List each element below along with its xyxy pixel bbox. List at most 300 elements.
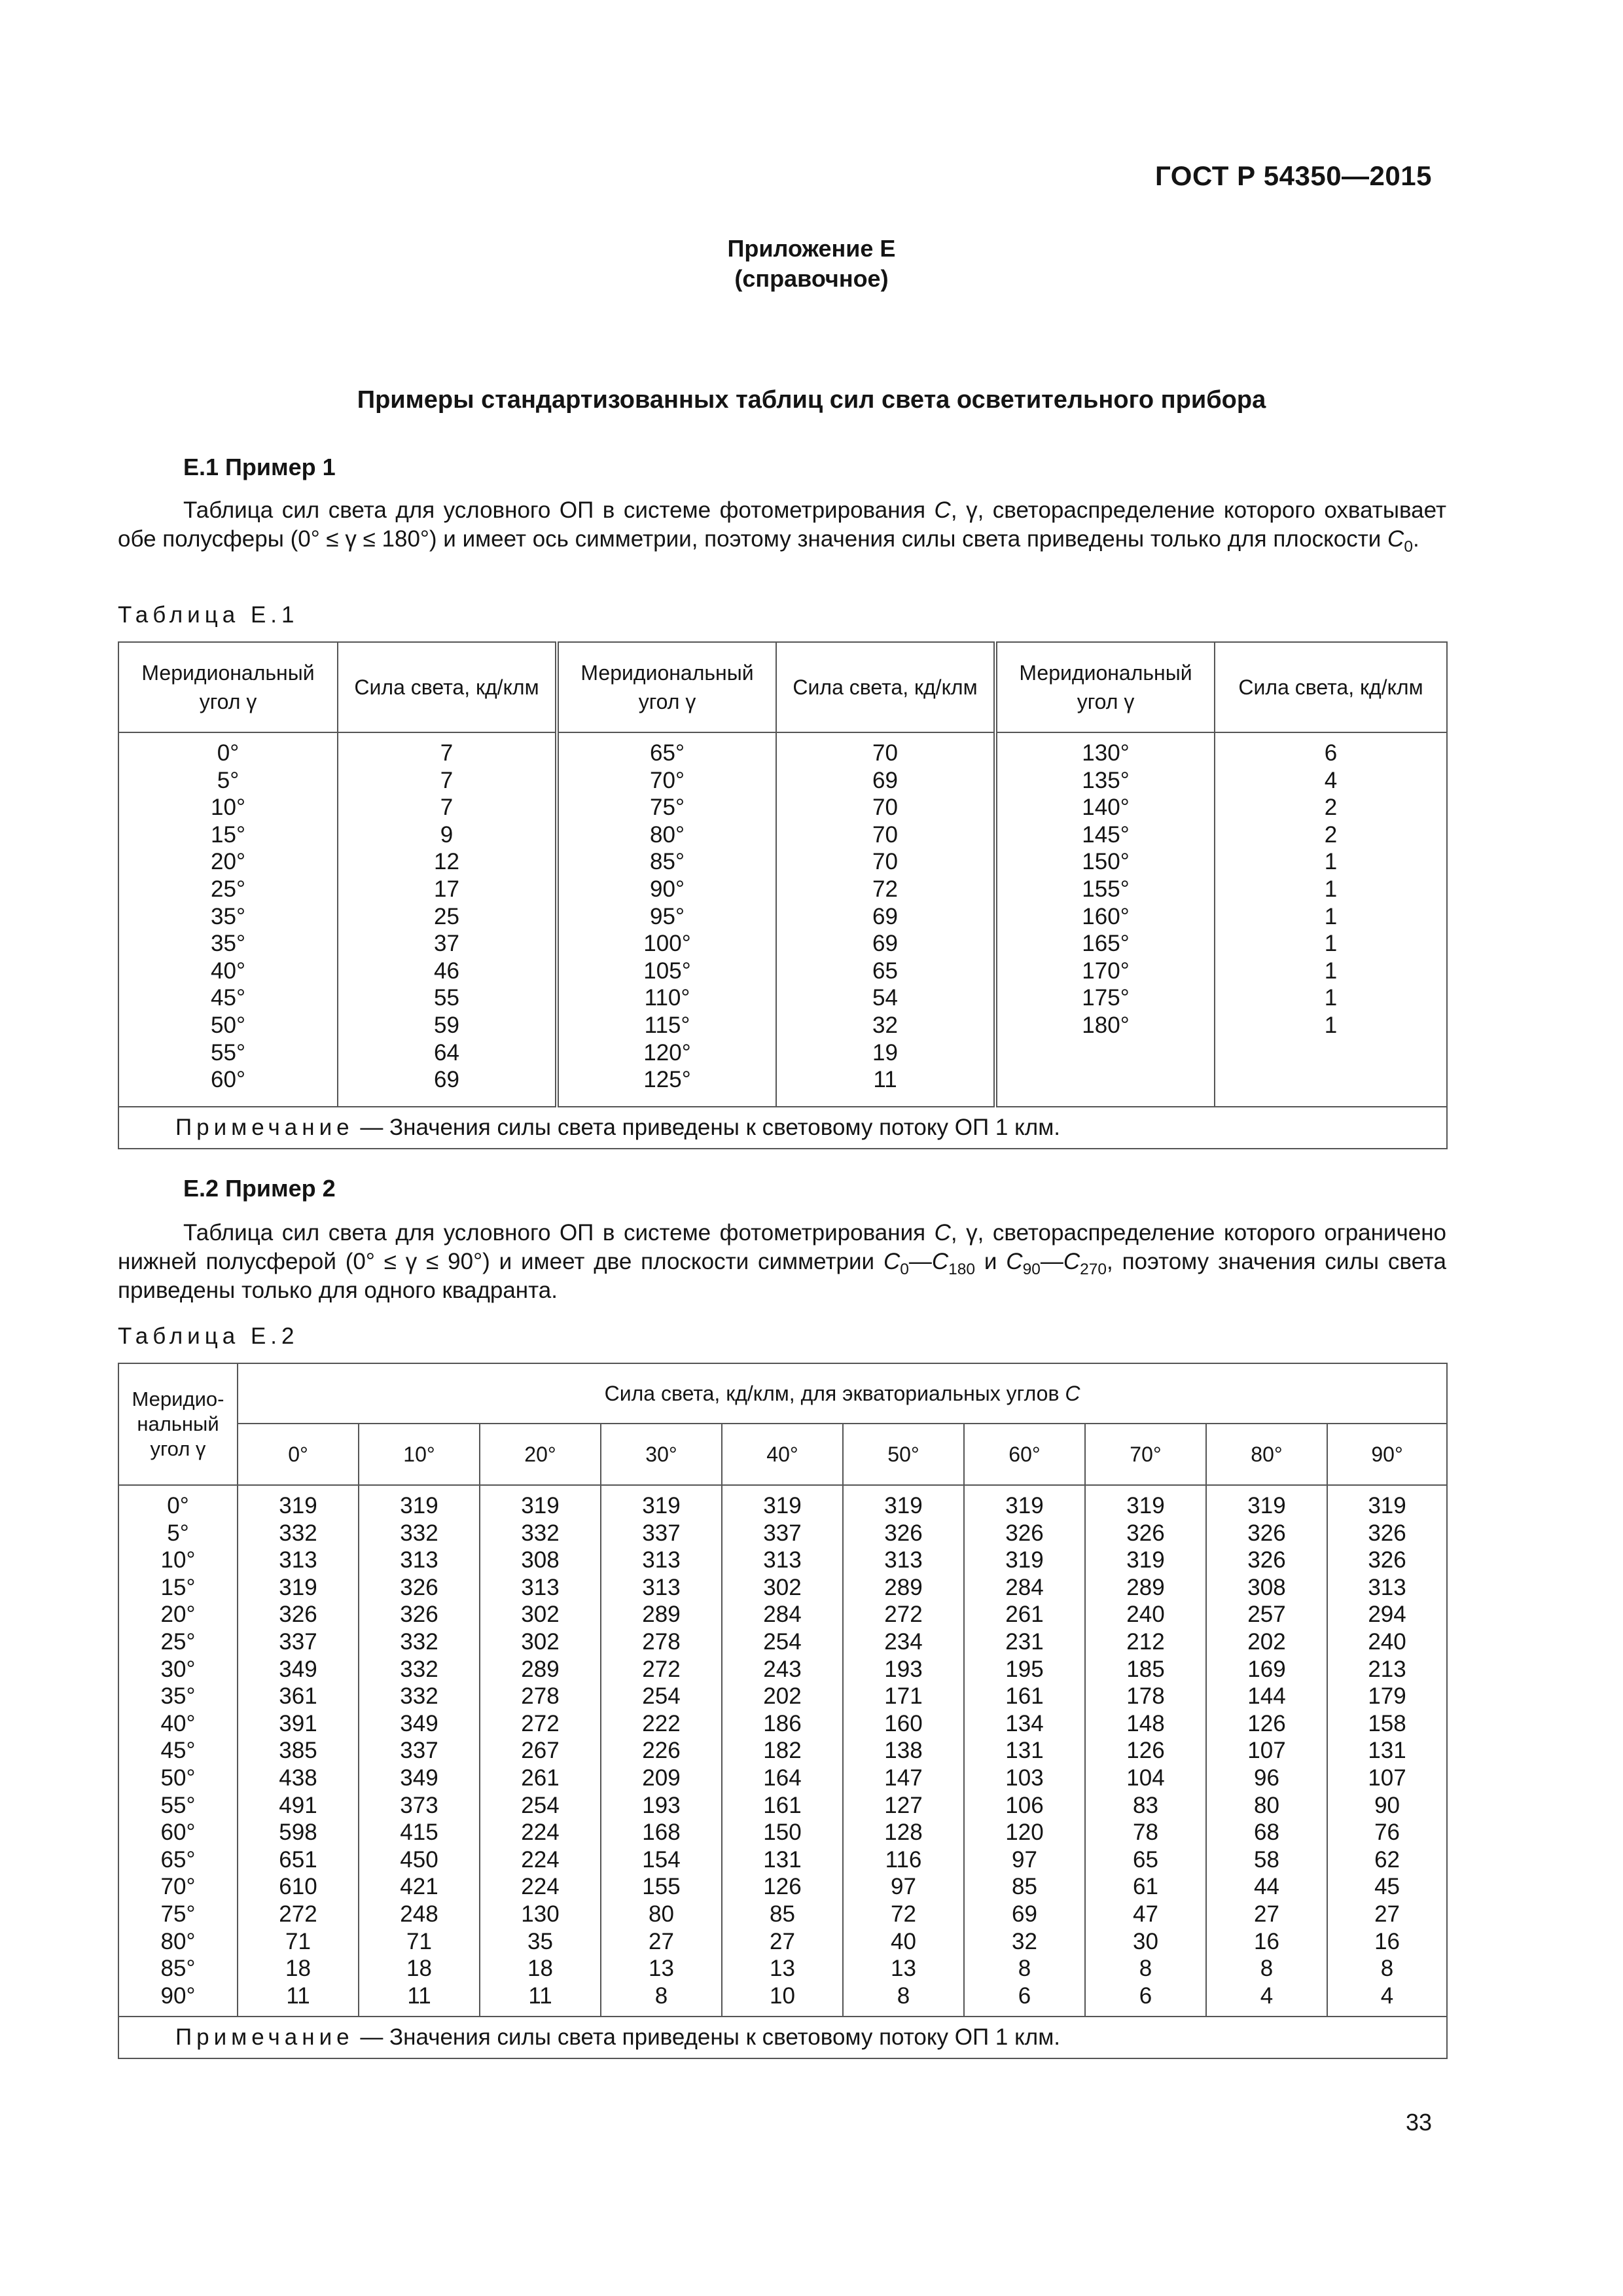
table-2-cell: 65° <box>160 1846 196 1873</box>
table-1-cell: 4 <box>1324 767 1338 793</box>
table-1-header: Сила света, кд/клм <box>776 642 995 732</box>
table-1-cell: 7 <box>440 740 454 766</box>
table-2-cell: 10 <box>770 1982 795 2009</box>
table-2-cell: 193 <box>884 1656 923 1682</box>
table-2-cell: 224 <box>521 1820 560 1846</box>
table-1-cell: 120° <box>643 1039 691 1066</box>
table-2-cell: 8 <box>897 1982 910 2009</box>
table-2-cell: 27 <box>770 1928 795 1954</box>
table-1-cell: 70 <box>872 740 898 766</box>
table-1-column <box>338 732 557 1107</box>
annex-main-title: Примеры стандартизованных таблиц сил света осветительного прибора <box>357 386 1266 414</box>
table-1-cell: 25 <box>434 903 459 929</box>
table-2-cell: 4 <box>1380 1982 1394 2009</box>
table-2-angle-header: 80° <box>1206 1424 1327 1485</box>
table-2-cell: 349 <box>279 1656 317 1682</box>
table-2-cell: 148 <box>1126 1710 1165 1736</box>
table-1-cell: 125° <box>643 1067 691 1093</box>
table-2-cell: 195 <box>1005 1656 1044 1682</box>
table-2-cell: 243 <box>763 1656 802 1682</box>
table-2-cell: 248 <box>400 1901 438 1927</box>
table-2-cell: 326 <box>884 1520 923 1546</box>
table-2-cell: 40 <box>891 1928 916 1954</box>
section-2-paragraph: Таблица сил света для условного ОП в системе фотометрирования C, γ, светораспределение которого ограничено нижней полусферой (0° ≤ γ ≤ 90°) и имеет две плоскости симметрии $C_0—C_{180}$ и $C_{90}—C_{270}$, поэтому значения силы света приведены только для одного квадранта. <box>118 1220 1447 1303</box>
table-2-cell: 45° <box>160 1738 196 1764</box>
table-2-cell: 80 <box>1254 1792 1279 1818</box>
table-2-column <box>480 1485 601 2017</box>
table-1-cell: 40° <box>211 958 245 984</box>
table-2-cell: 373 <box>400 1792 438 1818</box>
table-2-cell: 15° <box>160 1574 196 1600</box>
table-2-column <box>238 1485 359 2017</box>
table-2-cell: 155 <box>642 1874 681 1900</box>
table-1-cell: 95° <box>650 903 685 929</box>
table-2-cell: 610 <box>279 1874 317 1900</box>
table-2-cell: 96 <box>1254 1765 1279 1791</box>
table-2-cell: 16 <box>1374 1928 1400 1954</box>
table-1-cell: 135° <box>1082 767 1130 793</box>
table-1-cell: 69 <box>872 767 898 793</box>
section-1-heading: Е.1 Пример 1 <box>183 454 336 480</box>
table-2-cell: 491 <box>279 1792 317 1818</box>
table-1-cell: 6 <box>1324 740 1338 766</box>
table-2-column <box>1327 1485 1447 2017</box>
table-1-header: Сила света, кд/клм <box>338 642 557 732</box>
table-2-cell: 35 <box>527 1928 553 1954</box>
table-1-cell: 180° <box>1082 1012 1130 1038</box>
table-2-cell: 332 <box>400 1520 438 1546</box>
table-2-cell: 103 <box>1005 1765 1044 1791</box>
table-2-cell: 313 <box>642 1547 681 1573</box>
table-2-cell: 16 <box>1254 1928 1279 1954</box>
table-2-cell: 222 <box>642 1710 681 1736</box>
standard-designation: ГОСТ Р 54350—2015 <box>1155 160 1432 191</box>
table-2-cell: 13 <box>770 1956 795 1982</box>
table-2-caption: Таблица Е.2 <box>118 1323 299 1349</box>
table-2-angle-header: 20° <box>480 1424 601 1485</box>
table-1-cell: 70° <box>650 767 685 793</box>
table-1-cell: 11 <box>873 1067 897 1093</box>
table-2-cell: 278 <box>521 1683 560 1710</box>
table-2-column <box>601 1485 722 2017</box>
table-2-cell: 349 <box>400 1710 438 1736</box>
table-2-cell: 319 <box>763 1493 802 1518</box>
table-2-cell: 85 <box>770 1901 795 1927</box>
table-1-cell: 155° <box>1082 876 1130 902</box>
table-2-cell: 284 <box>763 1602 802 1628</box>
table-2-cell: 126 <box>763 1874 802 1900</box>
table-1-body-row <box>118 732 1447 1107</box>
table-2-cell: 85° <box>160 1956 196 1982</box>
table-1-cell: 70 <box>872 849 898 875</box>
table-1-header: Меридиональный угол γ <box>118 642 338 732</box>
table-1-cell: 160° <box>1082 903 1130 929</box>
table-1-cell: 130° <box>1082 740 1130 766</box>
table-1-header: Сила света, кд/клм <box>1215 642 1447 732</box>
table-2-cell: 213 <box>1368 1656 1406 1682</box>
table-1-cell: 10° <box>211 795 245 821</box>
table-1-cell: 5° <box>217 767 240 793</box>
table-1-cell: 1 <box>1324 985 1338 1011</box>
table-2-cell: 32 <box>1012 1928 1037 1954</box>
table-1-cell: 19 <box>872 1039 898 1066</box>
table-1-cell: 69 <box>434 1067 459 1093</box>
table-2-cell: 120 <box>1005 1820 1044 1846</box>
table-1-cell: 165° <box>1082 931 1130 957</box>
table-2-cell: 80 <box>649 1901 674 1927</box>
table-2-column <box>843 1485 964 2017</box>
table-2-cell: 319 <box>1126 1493 1165 1518</box>
table-1-cell: 1 <box>1324 931 1338 957</box>
table-2-cell: 30 <box>1133 1928 1158 1954</box>
table-2-cell: 30° <box>160 1656 196 1682</box>
table-1-cell: 54 <box>872 985 898 1011</box>
table-1-cell: 65° <box>650 740 685 766</box>
table-2-cell: 169 <box>1247 1656 1286 1682</box>
table-2-cell: 261 <box>521 1765 560 1791</box>
table-2-cell: 107 <box>1247 1738 1286 1764</box>
table-2-cell: 385 <box>279 1738 317 1764</box>
table-2-column <box>1085 1485 1206 2017</box>
table-2-cell: 308 <box>1247 1574 1286 1600</box>
table-2-cell: 25° <box>160 1628 196 1655</box>
table-2-column <box>1206 1485 1327 2017</box>
table-2-cell: 130 <box>521 1901 560 1927</box>
table-1-column <box>118 732 338 1107</box>
table-2-cell: 128 <box>884 1820 923 1846</box>
table-2-cell: 289 <box>521 1656 560 1682</box>
table-2-cell: 224 <box>521 1874 560 1900</box>
table-2-cell: 450 <box>400 1846 438 1873</box>
table-2-cell: 8 <box>1018 1956 1031 1982</box>
table-2-cell: 313 <box>884 1547 923 1573</box>
table-2-cell: 326 <box>1005 1520 1044 1546</box>
table-2-cell: 131 <box>1368 1738 1406 1764</box>
table-2-cell: 313 <box>521 1574 560 1600</box>
table-2-cell: 326 <box>279 1602 317 1628</box>
table-2-angle-header: 30° <box>601 1424 722 1485</box>
table-2-cell: 20° <box>160 1602 196 1628</box>
table-2-cell: 18 <box>285 1956 311 1982</box>
table-2-cell: 27 <box>649 1928 674 1954</box>
table-1-cell: 25° <box>211 876 245 902</box>
table-2-cell: 171 <box>884 1683 923 1710</box>
table-2-cell: 332 <box>400 1628 438 1655</box>
table-2-cell: 337 <box>279 1628 317 1655</box>
table-1-cell: 59 <box>434 1012 459 1038</box>
table-2-cell: 337 <box>642 1520 681 1546</box>
annex-heading <box>0 234 1623 294</box>
table-1-cell: 150° <box>1082 849 1130 875</box>
table-2-angle-header: 50° <box>843 1424 964 1485</box>
table-2-cell: 278 <box>642 1628 681 1655</box>
table-2-cell: 186 <box>763 1710 802 1736</box>
table-2-cell: 313 <box>763 1547 802 1573</box>
table-2-cell: 284 <box>1005 1574 1044 1600</box>
table-1-header: Меридиональный угол γ <box>557 642 776 732</box>
table-1-cell: 100° <box>643 931 691 957</box>
table-2-cell: 126 <box>1126 1738 1165 1764</box>
table-1-cell: 12 <box>434 849 459 875</box>
table-1-cell: 17 <box>434 876 459 902</box>
table-2-cell: 80° <box>160 1928 196 1954</box>
table-1-cell: 2 <box>1324 821 1338 848</box>
table-1-cell: 46 <box>434 958 459 984</box>
table-2-cell: 302 <box>521 1602 560 1628</box>
table-2-cell: 226 <box>642 1738 681 1764</box>
table-2-cell: 131 <box>1005 1738 1044 1764</box>
table-1-cell: 15° <box>211 821 245 848</box>
table-2-cell: 257 <box>1247 1602 1286 1628</box>
table-2-cell: 90° <box>160 1982 196 2009</box>
table-1-cell: 35° <box>211 903 245 929</box>
table-2-cell: 651 <box>279 1846 317 1873</box>
table-1-column <box>557 732 776 1107</box>
table-1 <box>118 641 1448 1149</box>
table-2-cell: 126 <box>1247 1710 1286 1736</box>
table-1-cell: 85° <box>650 849 685 875</box>
table-2-cell: 272 <box>521 1710 560 1736</box>
table-2-cell: 8 <box>1260 1956 1274 1982</box>
table-2-cell: 107 <box>1368 1765 1406 1791</box>
table-2-cell: 326 <box>1368 1547 1406 1573</box>
table-2-cell: 61 <box>1133 1874 1158 1900</box>
table-2-cell: 319 <box>1247 1493 1286 1518</box>
table-2-cell: 8 <box>654 1982 668 2009</box>
table-2-cell: 313 <box>642 1574 681 1600</box>
table-2-cell: 11 <box>286 1982 310 2009</box>
section-2-heading: Е.2 Пример 2 <box>183 1175 336 1202</box>
table-2-cell: 85 <box>1012 1874 1037 1900</box>
table-2-cell: 361 <box>279 1683 317 1710</box>
table-2-cell: 272 <box>884 1602 923 1628</box>
table-1-column <box>995 732 1215 1107</box>
table-2-note: Примечание — Значения силы света приведены к световому потоку ОП 1 клм. <box>118 2017 1447 2058</box>
table-2-cell: 178 <box>1126 1683 1165 1710</box>
table-2-cell: 415 <box>400 1820 438 1846</box>
table-2-cell: 289 <box>642 1602 681 1628</box>
table-1-cell: 20° <box>211 849 245 875</box>
table-2-column <box>964 1485 1085 2017</box>
table-2-cell: 68 <box>1254 1820 1279 1846</box>
table-2-cell: 8 <box>1380 1956 1394 1982</box>
table-2-cell: 231 <box>1005 1628 1044 1655</box>
table-1-cell: 55° <box>211 1039 245 1066</box>
table-2-body-row <box>118 1485 1447 2017</box>
table-2-cell: 69 <box>1012 1901 1037 1927</box>
table-2-cell: 131 <box>763 1846 802 1873</box>
table-2-cell: 97 <box>1012 1846 1037 1873</box>
table-2-cell: 78 <box>1133 1820 1158 1846</box>
table-2-cell: 337 <box>400 1738 438 1764</box>
table-2-cell: 40° <box>160 1710 196 1736</box>
table-1-cell: 1 <box>1324 876 1338 902</box>
table-2-cell: 10° <box>160 1547 196 1573</box>
table-1-cell: 7 <box>440 795 454 821</box>
table-2-cell: 319 <box>400 1493 438 1518</box>
table-1-cell: 90° <box>650 876 685 902</box>
table-2-cell: 202 <box>1247 1628 1286 1655</box>
table-2-cell: 76 <box>1374 1820 1400 1846</box>
table-2-cell: 60° <box>160 1820 196 1846</box>
table-2-cell: 308 <box>521 1547 560 1573</box>
table-2-cell: 294 <box>1368 1602 1406 1628</box>
annex-status: (справочное) <box>734 265 889 292</box>
table-2-cell: 6 <box>1018 1982 1031 2009</box>
table-2-cell: 13 <box>891 1956 916 1982</box>
table-2-cell: 6 <box>1139 1982 1152 2009</box>
page-number: 33 <box>1405 2109 1432 2136</box>
table-2-cell: 326 <box>1247 1520 1286 1546</box>
table-2-row-header: Меридио-нальный угол γ <box>118 1363 238 1485</box>
table-2-cell: 272 <box>642 1656 681 1682</box>
table-2-angle-header: 60° <box>964 1424 1085 1485</box>
table-2-cell: 254 <box>642 1683 681 1710</box>
table-2-cell: 224 <box>521 1846 560 1873</box>
table-2-cell: 212 <box>1126 1628 1165 1655</box>
table-2-cell: 0° <box>167 1493 189 1518</box>
table-2-cell: 47 <box>1133 1901 1158 1927</box>
table-2-cell: 127 <box>884 1792 923 1818</box>
table-2-cell: 18 <box>406 1956 432 1982</box>
table-2-cell: 106 <box>1005 1792 1044 1818</box>
table-2-cell: 70° <box>160 1874 196 1900</box>
table-2-cell: 319 <box>1005 1493 1044 1518</box>
table-2-cell: 319 <box>1126 1547 1165 1573</box>
table-2-column <box>722 1485 843 2017</box>
table-1-cell: 9 <box>440 821 454 848</box>
table-2-cell: 326 <box>400 1602 438 1628</box>
table-2-cell: 104 <box>1126 1765 1165 1791</box>
table-2-cell: 50° <box>160 1765 196 1791</box>
table-2-cell: 161 <box>1005 1683 1044 1710</box>
table-2-cell: 313 <box>1368 1574 1406 1600</box>
table-2-cell: 326 <box>1126 1520 1165 1546</box>
table-2-cell: 90 <box>1374 1792 1400 1818</box>
table-2-cell: 289 <box>884 1574 923 1600</box>
table-1-cell: 65 <box>872 958 898 984</box>
table-2-cell: 35° <box>160 1683 196 1710</box>
table-1-cell: 115° <box>644 1012 690 1038</box>
table-1-cell: 175° <box>1082 985 1130 1011</box>
table-1-cell: 1 <box>1324 1012 1338 1038</box>
table-1-header: Меридиональный угол γ <box>995 642 1215 732</box>
table-2-cell: 182 <box>763 1738 802 1764</box>
table-1-cell: 1 <box>1324 958 1338 984</box>
table-1-cell: 45° <box>211 985 245 1011</box>
table-2-cell: 202 <box>763 1683 802 1710</box>
table-2-cell: 71 <box>406 1928 432 1954</box>
table-1-cell: 0° <box>217 740 240 766</box>
table-1-note-row <box>118 1107 1447 1149</box>
table-2-cell: 154 <box>642 1846 681 1873</box>
table-1-cell: 1 <box>1324 903 1338 929</box>
table-1-column <box>776 732 995 1107</box>
table-2-cell: 261 <box>1005 1602 1044 1628</box>
table-1-cell: 55 <box>434 985 459 1011</box>
table-2-cell: 319 <box>642 1493 681 1518</box>
table-2-cell: 326 <box>400 1574 438 1600</box>
table-2-cell: 267 <box>521 1738 560 1764</box>
table-1-cell: 32 <box>872 1012 898 1038</box>
table-2-cell: 138 <box>884 1738 923 1764</box>
table-2-cell: 326 <box>1368 1520 1406 1546</box>
table-2-cell: 332 <box>279 1520 317 1546</box>
table-2-cell: 158 <box>1368 1710 1406 1736</box>
table-1-cell: 64 <box>434 1039 459 1066</box>
table-1-header-row <box>118 642 1447 732</box>
table-2-cell: 5° <box>167 1520 189 1546</box>
table-2-cell: 62 <box>1374 1846 1400 1873</box>
section-1-paragraph: Таблица сил света для условного ОП в системе фотометрирования C, γ, светораспределение которого охватывает обе полусферы (0° ≤ γ ≤ 180°) и имеет ось симметрии, поэтому значения силы света приведены только для плоскости $C_0$. <box>118 497 1446 556</box>
table-2-column <box>359 1485 480 2017</box>
table-2-angle-header: 0° <box>238 1424 359 1485</box>
table-2-angle-header: 90° <box>1327 1424 1447 1485</box>
table-2-cell: 313 <box>400 1547 438 1573</box>
table-2-cell: 438 <box>279 1765 317 1791</box>
table-1-cell: 35° <box>211 931 245 957</box>
table-2-cell: 272 <box>279 1901 317 1927</box>
table-2-cell: 168 <box>642 1820 681 1846</box>
table-1-cell: 170° <box>1082 958 1130 984</box>
table-2-cell: 598 <box>279 1820 317 1846</box>
table-1-cell: 2 <box>1324 795 1338 821</box>
table-2-cell: 313 <box>279 1547 317 1573</box>
table-2 <box>118 1363 1448 2059</box>
table-1-cell: 105° <box>643 958 691 984</box>
table-2-cell: 240 <box>1126 1602 1165 1628</box>
table-2-cell: 337 <box>763 1520 802 1546</box>
table-1-cell: 37 <box>434 931 459 957</box>
table-2-cell: 302 <box>763 1574 802 1600</box>
table-2-angle-header: 70° <box>1085 1424 1206 1485</box>
table-2-header-row-2 <box>118 1424 1447 1485</box>
table-2-cell: 72 <box>891 1901 916 1927</box>
table-2-cell: 11 <box>528 1982 552 2009</box>
table-1-cell: 7 <box>440 767 454 793</box>
table-2-cell: 58 <box>1254 1846 1279 1873</box>
table-2-note-row <box>118 2017 1447 2058</box>
table-1-cell: 140° <box>1082 795 1130 821</box>
table-2-cell: 319 <box>521 1493 560 1518</box>
table-2-cell: 332 <box>400 1683 438 1710</box>
table-2-cell: 150 <box>763 1820 802 1846</box>
table-2-cell: 319 <box>279 1493 317 1518</box>
table-2-cell: 75° <box>160 1901 196 1927</box>
table-2-cell: 65 <box>1133 1846 1158 1873</box>
table-2-cell: 319 <box>1005 1547 1044 1573</box>
table-2-cell: 144 <box>1247 1683 1286 1710</box>
table-2-cell: 13 <box>649 1956 674 1982</box>
table-2-cell: 254 <box>763 1628 802 1655</box>
table-2-cell: 319 <box>279 1574 317 1600</box>
table-2-header-row-1 <box>118 1363 1447 1424</box>
table-1-cell: 69 <box>872 903 898 929</box>
table-2-cell: 27 <box>1254 1901 1279 1927</box>
table-2-cell: 116 <box>885 1846 922 1873</box>
table-2-cell: 160 <box>884 1710 923 1736</box>
table-1-caption: Таблица Е.1 <box>118 602 299 628</box>
table-2-angle-header: 10° <box>359 1424 480 1485</box>
table-1-cell: 80° <box>650 821 685 848</box>
table-2-cell: 326 <box>1247 1547 1286 1573</box>
table-2-cell: 164 <box>763 1765 802 1791</box>
table-2-cell: 134 <box>1005 1710 1044 1736</box>
table-2-cell: 319 <box>884 1493 923 1518</box>
table-1-cell: 72 <box>872 876 898 902</box>
table-2-cell: 83 <box>1133 1792 1158 1818</box>
table-2-cell: 4 <box>1260 1982 1274 2009</box>
